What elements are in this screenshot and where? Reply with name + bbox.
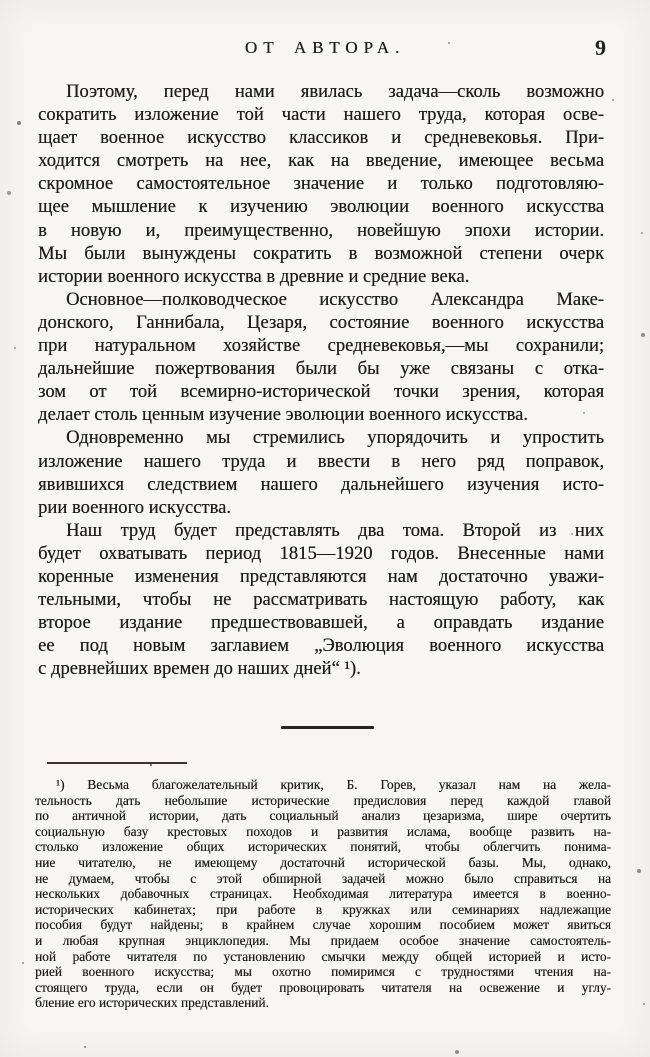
text-line: явившихся следствием нашего дальнейшего изучения исто-: [38, 473, 604, 495]
text-line: по античной истории, дать социальный анализ цезаризма, шире очертить: [35, 808, 611, 824]
text-line: сократить изложение той части нашего труда, которая осве-: [38, 104, 604, 126]
page-title: ОТ АВТОРА.: [244, 38, 406, 57]
text-line: дальнейшие пожертвования были бы уже связаны с отка-: [38, 358, 604, 380]
text-line: социальную базу крестовых походов и развития ислама, вообще развить на-: [35, 823, 611, 839]
text-line: с древнейших времен до наших дней“ ¹).: [38, 658, 361, 680]
text-line: рией военного искусства; мы охотно помиримся с трудностями чтения на-: [35, 964, 611, 980]
text-line: тельными, чтобы не рассматривать настоящую работу, как: [38, 589, 604, 611]
text-line: Наш труд будет представлять два тома. Второй из них: [66, 519, 604, 541]
text-line: будет охватывать период 1815—1920 годов. Внесенные нами: [38, 542, 604, 564]
text-line: нескольких добавочных страницах. Необходимая литература имеется в военно-: [35, 886, 611, 902]
text-line: пособия будут найдены; в крайнем случае хорошим пособием может явиться: [35, 917, 611, 933]
text-line: исторических кабинетах; при работе в кружках или семинариях надлежащие: [35, 901, 611, 917]
text-line: рии военного искусства.: [38, 496, 231, 518]
text-line: ной работе читателя по установлению смычки между общей историей и исто-: [35, 948, 611, 964]
text-line: щает военное искусство классиков и средневековья. При-: [38, 127, 604, 149]
text-line: стоящего труда, если он будет провоцировать читателя на освежение и углу-: [35, 979, 611, 995]
text-line: ¹) Весьма благожелательный критик, Б. Горев, указал нам на жела-: [56, 777, 611, 792]
text-line: зом от той всемирно-исторической точки зрения, которая: [38, 381, 604, 403]
footnote-rule: [47, 762, 187, 764]
paragraph: [38, 519, 604, 681]
text-line: не думаем, чтобы с этой обширной задачей можно было справиться на: [35, 870, 611, 886]
text-line: тельность дать небольшие исторические предисловия перед каждой главой: [35, 792, 611, 808]
text-line: делает столь ценным изучение эволюции военного искусства.: [38, 404, 528, 426]
text-line: столько изложение общих исторических понятий, чтобы облегчить понима-: [35, 839, 611, 855]
running-head: [0, 35, 650, 62]
text-line: истории военного искусства в древние и средние века.: [38, 265, 470, 287]
text-line: донского, Ганнибала, Цезаря, состояние военного искусства: [38, 311, 604, 333]
paragraph: [38, 80, 604, 288]
footnote-text: [35, 777, 611, 1011]
text-line: второе издание предшествовавшей, а оправдать издание: [38, 612, 604, 634]
text-line: и любая крупная энциклопедия. Мы придаем особое значение самостоятель-: [35, 932, 611, 948]
text-line: бление его исторических представлений.: [35, 995, 269, 1011]
body-text: [38, 80, 604, 680]
text-line: изложение нашего труда и ввести в него ряд поправок,: [38, 450, 604, 472]
paragraph: [38, 288, 604, 427]
paragraph: [38, 426, 604, 518]
text-line: в новую и, преимущественно, новейшую эпохи истории.: [38, 219, 604, 241]
section-divider: [281, 726, 374, 729]
text-line: Основное—полководческое искусство Александра Маке-: [66, 288, 604, 310]
text-line: коренные изменения представляются нам достаточно уважи-: [38, 565, 604, 587]
text-line: Одновременно мы стремились упорядочить и упростить: [66, 427, 604, 449]
text-line: при натуральном хозяйстве средневековья,—мы сохранили;: [38, 335, 604, 357]
text-line: скромное самостоятельное значение и только подготовляю-: [38, 173, 604, 195]
text-line: Мы были вынуждены сократить в возможной степени очерк: [38, 242, 604, 264]
text-line: щее мышление к изучению эволюции военного искусства: [38, 196, 604, 218]
text-line: ние читателю, не имеющему достаточнй исторической базы. Мы, однако,: [35, 854, 611, 870]
scan-noise: [0, 0, 2, 2]
text-line: Поэтому, перед нами явилась задача—сколь возможно: [66, 81, 604, 102]
text-line: ее под новым заглавием „Эволюция военного искусства: [38, 635, 604, 657]
page-number: 9: [595, 35, 606, 60]
text-line: ходится смотреть на нее, как на введение, имеющее весьма: [38, 150, 604, 172]
